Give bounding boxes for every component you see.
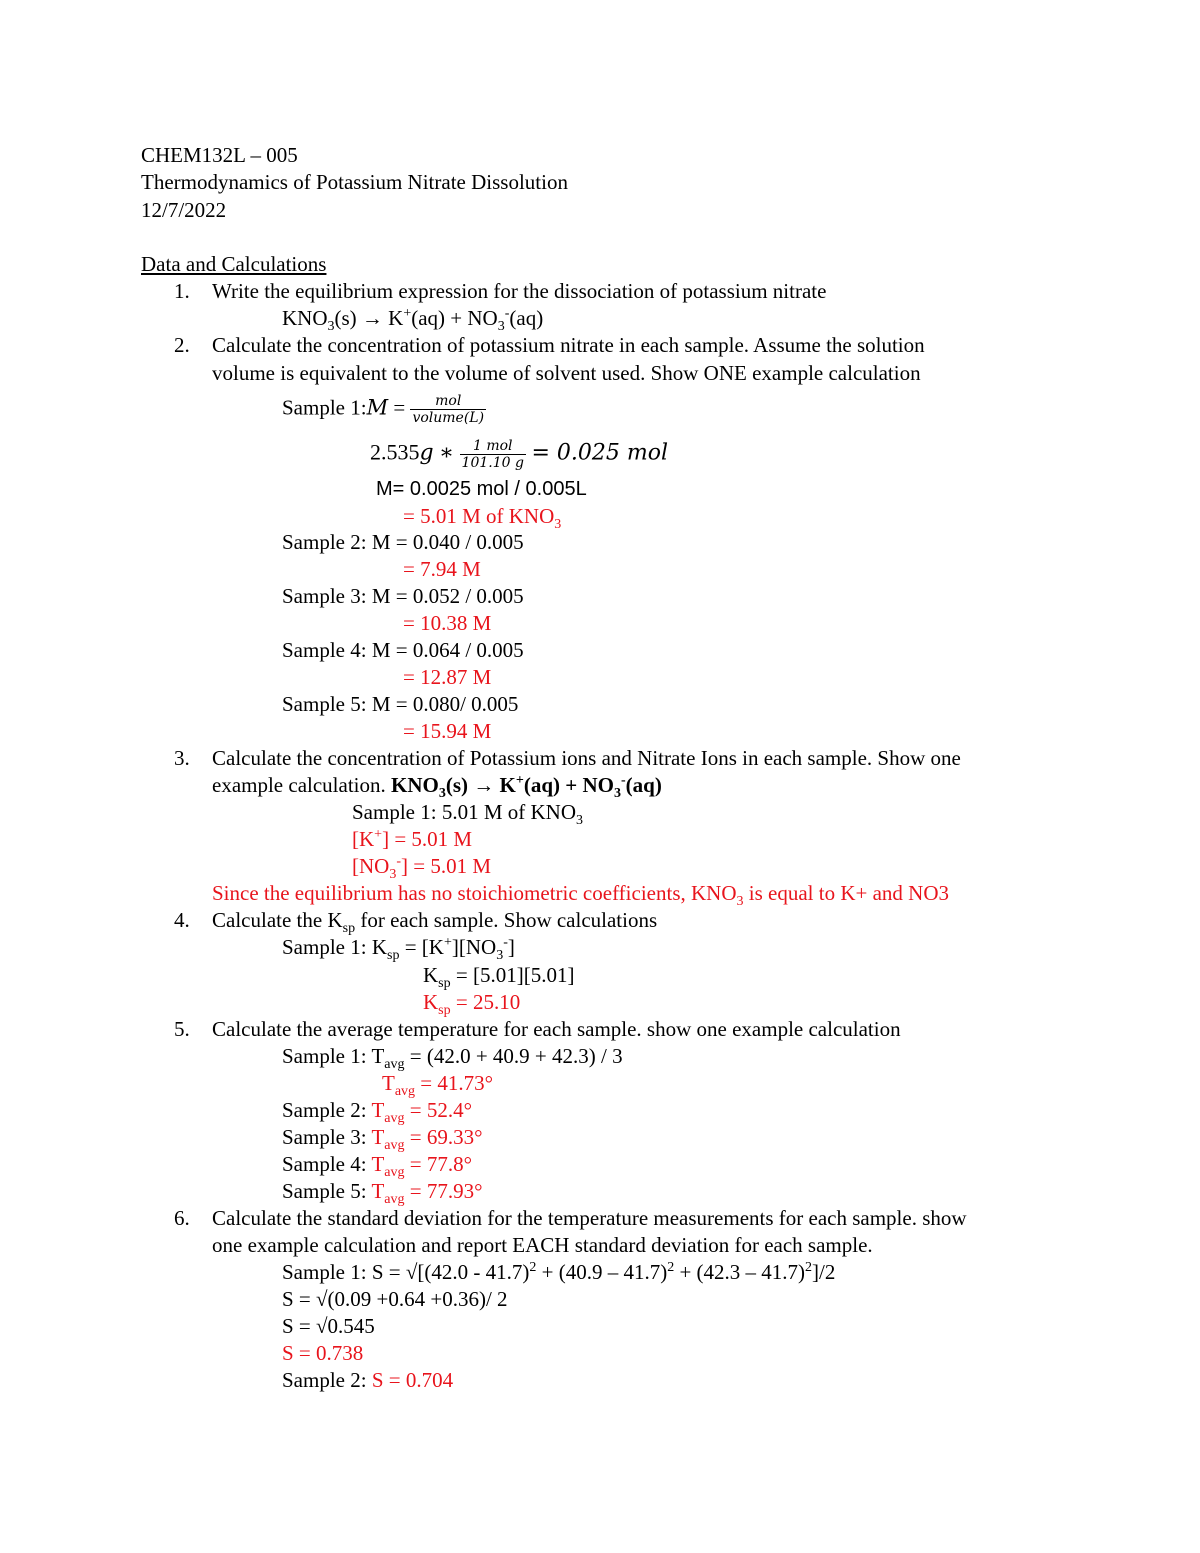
- q6-variance-sum: S = √(0.09 +0.64 +0.36)/ 2: [282, 1287, 508, 1311]
- q6-sample2: Sample 2: S = 0.704: [282, 1368, 454, 1392]
- q1-equation: $KNO_3(s) \to K^+(aq) + NO_3^-(aq)$: [282, 306, 544, 335]
- q2-sample3-result: = 10.38 M: [403, 611, 492, 635]
- q3-text-line2: example calculation. $KNO_3(s) \to K^+(aq) + NO_3^-(aq)$: [212, 773, 662, 802]
- q5-sample2: Sample 2: $T_{avg} = 52.4^\circ$: [282, 1098, 472, 1127]
- course-code: CHEM132L – 005: [141, 143, 298, 167]
- q6-number: 6.: [174, 1206, 190, 1230]
- q6-sample1-result: S = 0.738: [282, 1341, 364, 1365]
- q5-number: 5.: [174, 1017, 190, 1041]
- q4-ksp-result: $K_{sp} = 25.10$: [423, 990, 521, 1019]
- q5-sample1-result: $T_{avg} = 41.73^\circ$: [382, 1071, 494, 1100]
- q3-note: Since the equilibrium has no stoichiometric coefficients, $KNO_3$ is equal to K+ and NO3: [212, 881, 949, 910]
- q4-number: 4.: [174, 908, 190, 932]
- molar-mass-fraction: $\frac{\text{1 mol}}{101.10 g}$: [461, 438, 524, 471]
- q2-number: 2.: [174, 333, 190, 357]
- q1-text: Write the equilibrium expression for the dissociation of potassium nitrate: [212, 279, 827, 303]
- q6-sample1: Sample 1: S = √[(42.0 - 41.7)$^2$ + (40.9 – 41.7)$^2$ + (42.3 – 41.7)$^2$]/2: [282, 1260, 836, 1284]
- molarity-fraction: $\frac{\text{mol}}{\text{volume(L)}}$: [412, 393, 485, 426]
- q3-potassium-concentration: [K+] = 5.01 M: [352, 827, 473, 851]
- q5-sample1: Sample 1: $T_{avg} = (42.0 + 40.9 + 42.3) / 3$: [282, 1044, 623, 1073]
- q5-sample3: Sample 3: $T_{avg} = 69.33^\circ$: [282, 1125, 483, 1154]
- q1-number: 1.: [174, 279, 190, 303]
- q2-mole-calculation: 2.535g ∗ $\frac{\text{1 mol}}{101.10 g}$ = 0.025 mol: [370, 438, 668, 471]
- q2-text-line2: volume is equivalent to the volume of solvent used. Show ONE example calculation: [212, 361, 921, 385]
- document-date: 12/7/2022: [141, 198, 227, 222]
- q5-sample5: Sample 5: $T_{avg} = 77.93^\circ$: [282, 1179, 483, 1208]
- q2-sample4-result: = 12.87 M: [403, 665, 492, 689]
- q2-sample2: Sample 2: M = 0.040 / 0.005: [282, 530, 524, 554]
- q4-sample1: Sample 1: $K_{sp} = [K^+][NO_3^-]$: [282, 935, 515, 964]
- section-title: Data and Calculations: [141, 252, 327, 276]
- q2-sample5: Sample 5: M = 0.080/ 0.005: [282, 692, 519, 716]
- q3-sample1: Sample 1: 5.01 M of $KNO_3$: [352, 800, 583, 829]
- q5-sample4: Sample 4: $T_{avg} = 77.8^\circ$: [282, 1152, 472, 1181]
- q2-molarity-line: M= 0.0025 mol / 0.005L: [376, 478, 587, 500]
- q4-text: Calculate the $K_{sp}$ for each sample. Show calculations: [212, 908, 658, 937]
- document-title: Thermodynamics of Potassium Nitrate Dissolution: [141, 170, 568, 194]
- q2-sample2-result: = 7.94 M: [403, 557, 481, 581]
- q3-text-line1: Calculate the concentration of Potassium ions and Nitrate Ions in each sample. Show one: [212, 746, 961, 770]
- q5-text: Calculate the average temperature for each sample. show one example calculation: [212, 1017, 901, 1041]
- q4-ksp-substitution: $K_{sp} = [5.01][5.01]$: [423, 963, 575, 992]
- q2-text-line1: Calculate the concentration of potassium nitrate in each sample. Assume the solution: [212, 333, 925, 357]
- q2-sample3: Sample 3: M = 0.052 / 0.005: [282, 584, 524, 608]
- q6-variance-root: S = √0.545: [282, 1314, 375, 1338]
- q3-number: 3.: [174, 746, 190, 770]
- q2-sample5-result: = 15.94 M: [403, 719, 492, 743]
- q6-text-line2: one example calculation and report EACH standard deviation for each sample.: [212, 1233, 873, 1257]
- q2-sample1-formula: Sample 1:M = $\frac{\text{mol}}{\text{volume(L)}}$: [282, 393, 485, 426]
- q3-nitrate-concentration: $[NO_3^-] = 5.01$ M: [352, 854, 492, 883]
- q6-text-line1: Calculate the standard deviation for the temperature measurements for each sample. show: [212, 1206, 967, 1230]
- q2-sample4: Sample 4: M = 0.064 / 0.005: [282, 638, 524, 662]
- q2-sample1-result: = 5.01 M of $KNO_3$: [403, 504, 562, 533]
